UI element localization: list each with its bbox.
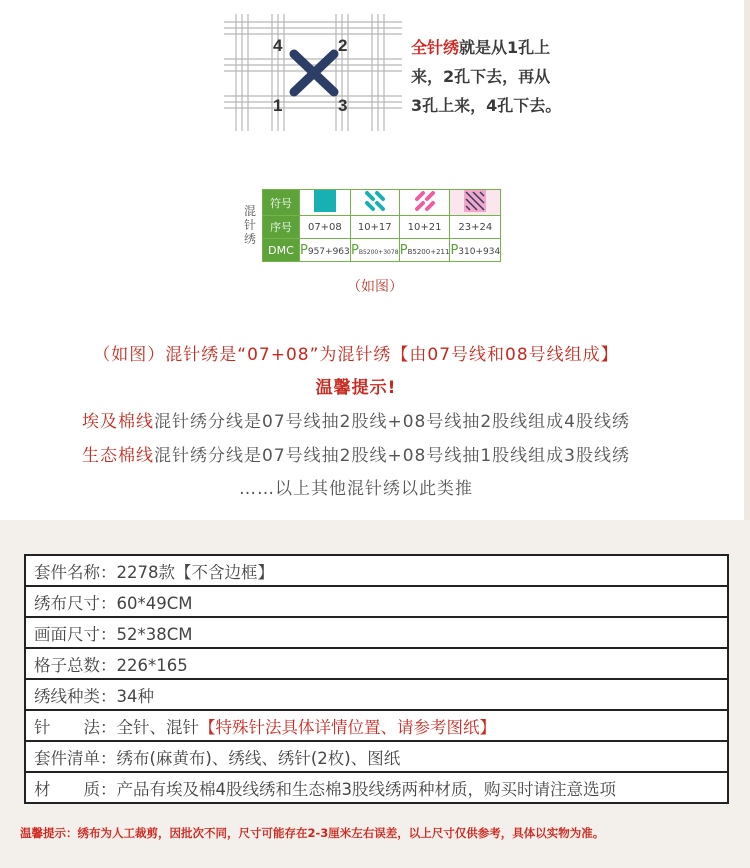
full-stitch-term: 全针绣	[411, 38, 460, 57]
spec-row: 套件清单：绣布(麻黄布)、绣线、绣针(2枚)、图纸	[25, 741, 728, 772]
dmc-cell: P957+963	[300, 239, 351, 262]
spec-row: 格子总数：226*165	[25, 648, 728, 679]
dmc-header: DMC	[263, 239, 300, 262]
teal-slash-icon	[364, 190, 386, 212]
other-mix-line: ……以上其他混针绣以此类推	[239, 479, 473, 499]
symbol-cell-4	[450, 190, 501, 216]
spec-row: 材 质：产品有埃及棉4股线绣和生态棉3股线绣两种材质，购买时请注意选项	[25, 772, 728, 803]
dmc-cell: PB5200+211	[399, 239, 450, 262]
size-disclaimer: 温馨提示：绣布为人工裁剪，因批次不同，尺寸可能存在2-3厘米左右误差，以上尺寸仅供参考，具体以实物为准。	[20, 826, 605, 840]
spec-row: 绣线种类：34种	[25, 679, 728, 710]
hole-1-label: 1	[273, 96, 283, 115]
number-cell: 10+17	[350, 216, 399, 239]
number-cell: 10+21	[399, 216, 450, 239]
spec-row: 绣布尺寸：60*49CM	[25, 586, 728, 617]
dmc-cell: P310+934	[450, 239, 501, 262]
eco-cotton-line: 生态棉线混针绣分线是07号线抽2股线+08号线抽1股线组成3股线绣	[82, 446, 630, 466]
number-row	[263, 216, 501, 239]
mix-stitch-table	[262, 189, 501, 262]
mix-explain-line: （如图）混针绣是“07+08”为混针绣【由07号线和08号线组成】	[93, 345, 619, 365]
number-cell: 07+08	[300, 216, 351, 239]
hole-4-label: 4	[273, 36, 283, 55]
dmc-cell: PB5200+3078	[350, 239, 399, 262]
symbol-cell-3	[399, 190, 450, 216]
hole-3-label: 3	[338, 96, 348, 115]
number-cell: 23+24	[450, 216, 501, 239]
symbol-row	[263, 190, 501, 216]
spec-table	[24, 554, 729, 804]
teal-square-icon	[314, 190, 336, 212]
symbol-header: 符号	[263, 190, 300, 216]
dmc-row	[263, 239, 501, 262]
desc-line-1: 就是从1孔上	[459, 38, 551, 57]
spec-row: 套件名称：2278款【不含边框】	[25, 555, 728, 586]
warm-tip-heading: 温馨提示!	[315, 378, 397, 398]
spec-row: 画面尺寸：52*38CM	[25, 617, 728, 648]
desc-line-3: 3孔上来，4孔下去。	[411, 96, 562, 115]
symbol-cell-1	[300, 190, 351, 216]
mix-stitch-side-label: 混 针 绣	[244, 204, 257, 246]
spec-row: 针 法：全针、混针【特殊针法具体详情位置、请参考图纸】	[25, 710, 728, 741]
pink-hatched-icon	[464, 190, 486, 212]
as-picture-caption: （如图）	[347, 279, 403, 295]
full-stitch-description	[411, 33, 561, 120]
symbol-cell-2	[350, 190, 399, 216]
desc-line-2: 来，2孔下去，再从	[411, 67, 551, 86]
egypt-cotton-line: 埃及棉线混针绣分线是07号线抽2股线+08号线抽2股线组成4股线绣	[82, 412, 630, 432]
number-header: 序号	[263, 216, 300, 239]
full-stitch-diagram	[224, 14, 402, 131]
cross-stitch-icon	[294, 54, 334, 92]
pink-slash-icon	[414, 190, 436, 212]
side-border	[744, 0, 750, 520]
hole-2-label: 2	[338, 36, 348, 55]
